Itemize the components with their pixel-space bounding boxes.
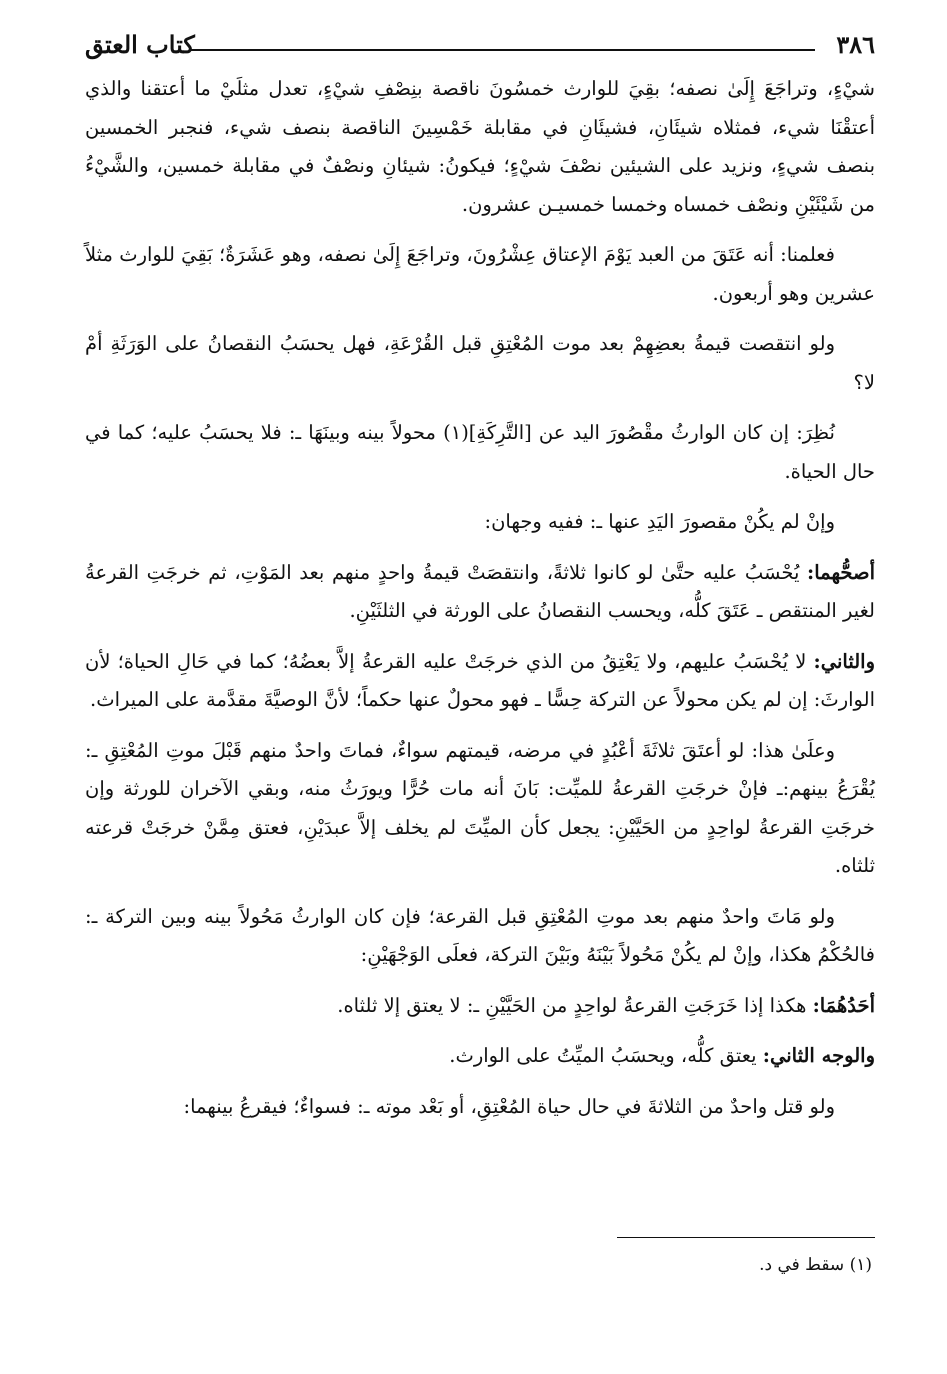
- paragraph-text: وإنْ لم يكُنْ مقصورَ اليَدِ عنها ـ: ففيه وجهان:: [484, 510, 835, 533]
- paragraph: [85, 325, 875, 402]
- paragraph-text: هكذا إذا خَرَجَتِ القرعةُ لواحِدٍ من الحَيَّيْنِ ـ: لا يعتق إلا ثلثاه.: [337, 993, 807, 1017]
- paragraph-lead: والوجه الثاني:: [762, 1044, 875, 1067]
- paragraph-lead: والثاني:: [813, 649, 875, 673]
- paragraph-text: ولو انتقصت قيمةُ بعضِهِمْ بعد موت المُعْتِقِ قبل القُرْعَةِ، فهل يحسَبُ النقصانُ على الوَرَثَةِ أمْ لا؟: [85, 332, 875, 394]
- page-number: ٣٨٦: [836, 30, 875, 59]
- paragraph: [85, 70, 875, 224]
- paragraph-text: نُظِرَ: إن كان الوارثُ مقْصُورَ اليد عن [التَّرِكَةِ](١) محولاً بينه وبينَهَا ـ: فلا يحسَبُ عليه؛ كما في حال الحياة.: [85, 421, 875, 483]
- paragraph-text: يُحْسَبُ عليه حتَّىٰ لو كانوا ثلاثةً، وانتقصَتْ قيمةُ واحدٍ منهم بعد المَوْتِ، ثم خرجَتِ القرعةُ لغير المنتقص ـ عَتَقَ كلُّه، ويحسب النقصانُ على الورثة في الثلثَيْنِ.: [85, 560, 875, 622]
- paragraph-text: ولو مَاتَ واحدٌ منهم بعد موتِ المُعْتِقِ قبل القرعة؛ فإن كان الوارثُ مَحُولاً بينه وبين التركة ـ: فالحُكْمُ هكذا، وإنْ لم يكُنْ مَحُولاً بَيْنَهُ وبَيْنَ التركة، فعلَى الوَجْهَيْنِ:: [85, 904, 875, 966]
- paragraph: [85, 414, 875, 491]
- paragraph: [85, 643, 875, 720]
- paragraph: [85, 1037, 875, 1076]
- paragraph: [85, 987, 875, 1026]
- paragraph-lead: أصحُّهما:: [807, 560, 875, 584]
- running-title: كتاب العتق: [85, 30, 195, 59]
- main-text: [85, 70, 875, 1138]
- paragraph: [85, 503, 875, 542]
- footnote: (١) سقط في د.: [759, 1255, 872, 1275]
- header-rule: [190, 49, 815, 51]
- paragraph-text: شيْءٍ، وتراجَعَ إِلَىٰ نصفه؛ بقِيَ للوارث خمسُونَ ناقصة بنِصْفِ شيْءٍ، تعدل مثلَيْ ما أعتقنا والذي أعتقْنَا شيء، فمثلاه شيئَانِ، فشيئَانِ في مقابلة خَمْسِينَ الناقصة بنصف شيء، فنجبر الخمسين بنصف شيءٍ، ونزيد على الشيئين نصْفَ شيْءٍ؛ فيكونُ: شيئانِ ونصْفٌ في مقابلة خمسين، والشَّيْءُ من شَيْئَيْنِ ونصْف خمساه وخمسا خمسيـن عشرون.: [85, 77, 875, 216]
- paragraph: [85, 1088, 875, 1127]
- page-header: [85, 22, 875, 70]
- footnote-rule: [617, 1237, 875, 1238]
- paragraph-text: وعلَىٰ هذا: لو أعتَقَ ثلاثَةَ أعْبُدٍ في مرضه، قيمتهم سواءٌ، فماتَ واحدٌ منهم قَبْلَ موتِ المُعْتِقِ ـ: يُقْرَعُ بينهم:ـ فإنْ خرجَتِ القرعةُ للميِّت: بَانَ أنه مات حُرًّا ويورَثُ منه، وبقي الآخران للورثة وإن خرجَتِ القرعةُ لواحِدٍ من الحَيَّيْنِ: يجعل كأن الميِّتَ لم يخلف إلاَّ عبدَيْنِ، فعتق مِمَّنْ خرجَتْ قرعته ثلثاه.: [85, 738, 875, 877]
- paragraph-text: يعتق كلُّه، ويحسَبُ الميِّتُ على الوارث.: [449, 1044, 757, 1067]
- paragraph: [85, 732, 875, 886]
- paragraph: [85, 236, 875, 313]
- paragraph-text: لا يُحْسَبُ عليهم، ولا يَعْتِقُ من الذي خرجَتْ عليه القرعةُ إلاَّ بعضُهُ؛ كما في حَالِ الحياة؛ لأن الوارثَ: إن لم يكن محولاً عن التركة حِسًّا ـ فهو محولٌ عنها حكماً؛ لأنَّ الوصيَّةَ مقدَّمة على الميراث.: [85, 649, 875, 711]
- paragraph: [85, 554, 875, 631]
- paragraph-text: فعلمنا: أنه عَتَقَ من العبد يَوْمَ الإعتاق عِشْرُونَ، وتراجَعَ إِلَىٰ نصفه، وهو عَشَرَةٌ؛ بَقِيَ للوارث مثلاً عشرين وهو أربعون.: [85, 243, 875, 305]
- paragraph: [85, 898, 875, 975]
- paragraph-text: ولو قتل واحدٌ من الثلاثةَ في حال حياة المُعْتِقِ، أو بَعْد موته ـ: فسواءٌ؛ فيقرعُ بينهما:: [183, 1094, 835, 1118]
- paragraph-lead: أحَدُهُمَا:: [812, 993, 875, 1017]
